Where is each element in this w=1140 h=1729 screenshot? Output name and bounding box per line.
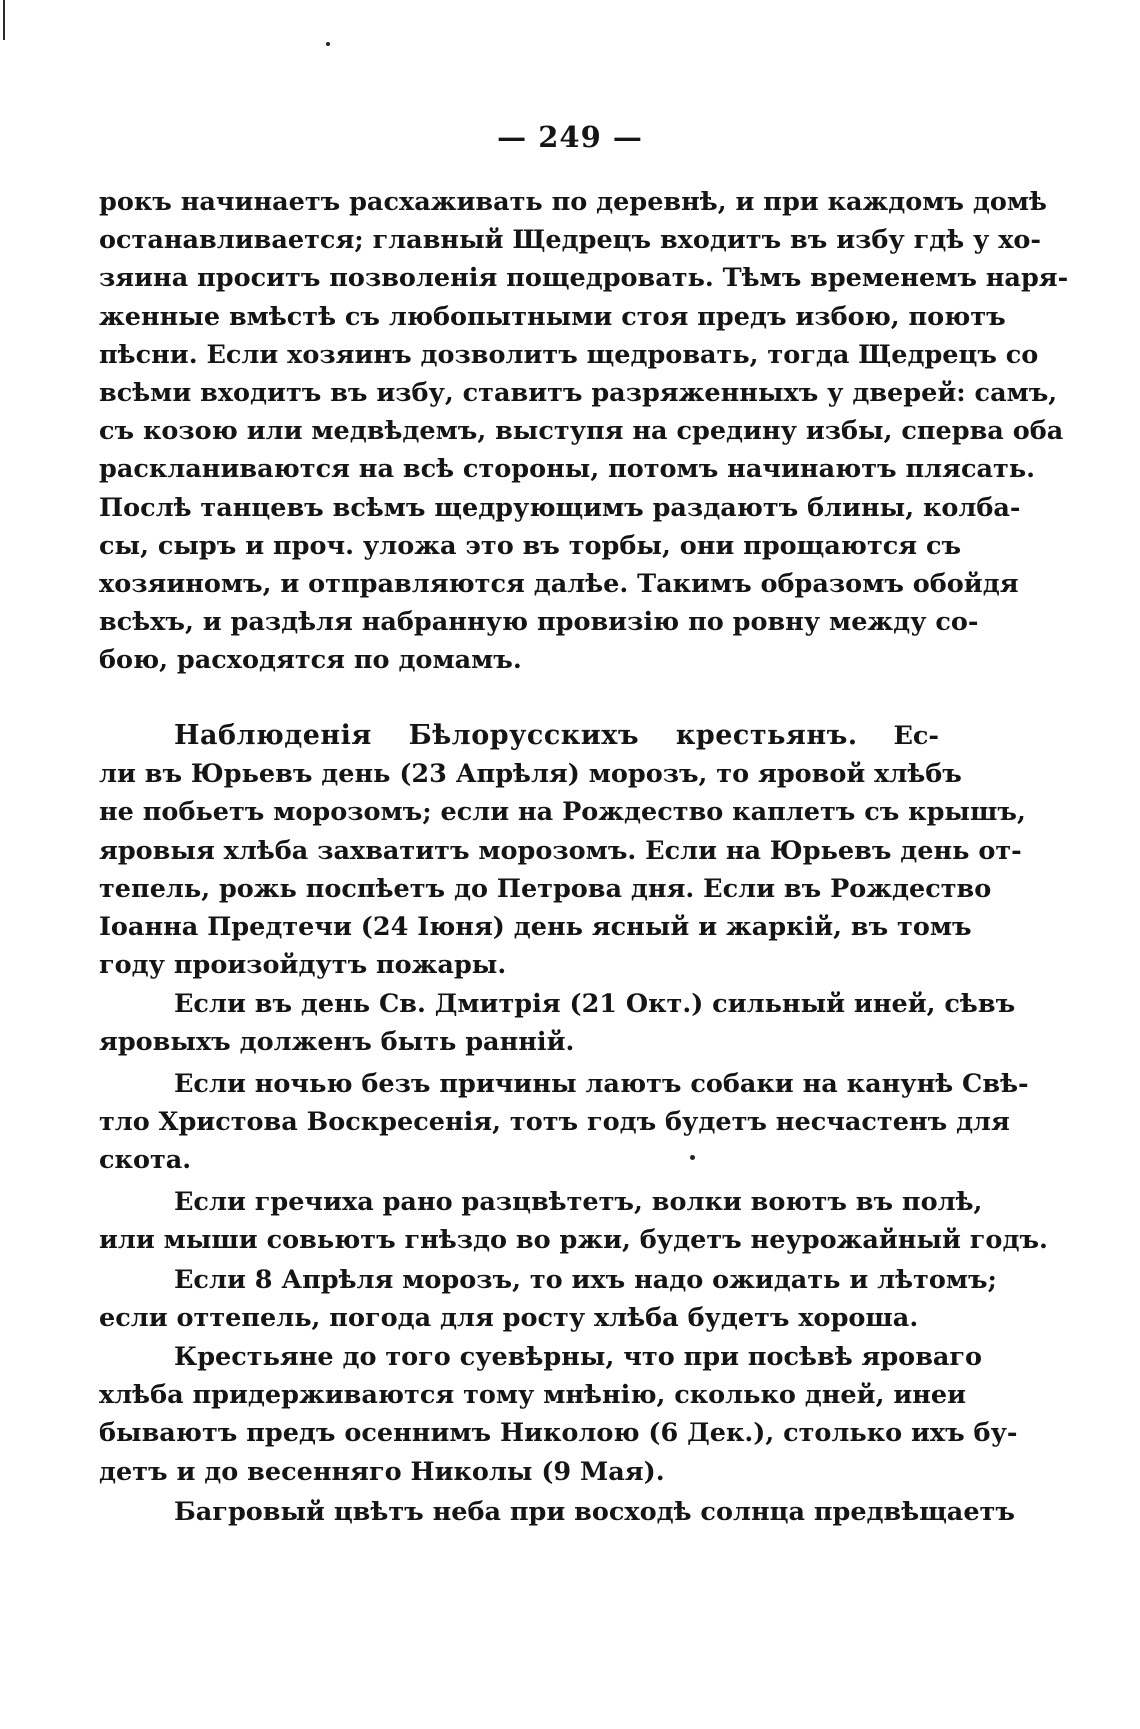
text-line: бываютъ предъ осеннимъ Николою (6 Дек.), столько ихъ бу- <box>99 1418 1018 1449</box>
text-line: съ козою или медвѣдемъ, выступя на средину избы, сперва оба <box>99 416 1064 447</box>
scan-edge-mark <box>3 0 5 40</box>
paragraph <box>99 1065 1029 1180</box>
text-line: бою, расходятся по домамъ. <box>99 645 522 676</box>
text-line: пѣсни. Если хозяинъ дозволитъ щедровать, тогда Щедрецъ со <box>99 339 1039 370</box>
text-line: всѣхъ, и раздѣля набранную провизію по ровну между со- <box>99 607 979 638</box>
text-line: Іоанна Предтечи (24 Іюня) день ясный и жаркій, въ томъ <box>99 912 972 943</box>
paragraph <box>99 1493 1015 1531</box>
text-line: Если въ день Св. Дмитрія (21 Окт.) сильный иней, сѣвъ <box>174 989 1016 1019</box>
text-line: всѣми входитъ въ избу, ставитъ разряженныхъ у дверей: самъ, <box>99 378 1058 409</box>
paragraph <box>99 1183 1048 1259</box>
paragraph <box>99 1261 997 1337</box>
text-line: не побьетъ морозомъ; если на Рождество каплетъ съ крышъ, <box>99 797 1026 828</box>
text-line: детъ и до весенняго Николы (9 Мая). <box>99 1456 665 1487</box>
text-run: Ес- <box>893 721 939 751</box>
text-line: хлѣба придерживаются тому мнѣнію, сколько дней, инеи <box>99 1380 967 1411</box>
paragraph-continuation <box>99 183 1069 680</box>
section-first-line <box>99 717 939 755</box>
text-line: Послѣ танцевъ всѣмъ щедрующимъ раздаютъ блины, колба- <box>99 492 1021 523</box>
text-line: скота. <box>99 1145 192 1176</box>
section-observations <box>99 717 1026 984</box>
text-line: Крестьяне до того суевѣрны, что при посѣвѣ яроваго <box>174 1342 983 1372</box>
section-heading: Наблюденія Бѣлорусскихъ крестьянъ. <box>174 720 858 751</box>
text-line: если оттепель, погода для росту хлѣба будетъ хороша. <box>99 1303 919 1334</box>
text-line: ли въ Юрьевъ день (23 Апрѣля) морозъ, то яровой хлѣбъ <box>99 759 962 790</box>
scan-speck <box>326 42 330 46</box>
text-line: хозяиномъ, и отправляются далѣе. Такимъ образомъ обойдя <box>99 569 1019 600</box>
text-line: Если ночью безъ причины лаютъ собаки на канунѣ Свѣ- <box>174 1069 1029 1099</box>
text-line: Если гречиха рано разцвѣтетъ, волки воютъ въ полѣ, <box>174 1187 983 1217</box>
text-line: рокъ начинаетъ расхаживать по деревнѣ, и при каждомъ домѣ <box>99 187 1047 217</box>
paragraph <box>99 985 1016 1061</box>
text-line: году произойдутъ пожары. <box>99 950 507 981</box>
paragraph <box>99 1338 1018 1491</box>
page-number: — 249 — <box>497 120 643 154</box>
text-line: Багровый цвѣтъ неба при восходѣ солнца предвѣщаетъ <box>174 1497 1015 1527</box>
text-line: тло Христова Воскресенія, тотъ годъ будетъ несчастенъ для <box>99 1107 1010 1138</box>
text-line: женные вмѣстѣ съ любопытными стоя предъ избою, поютъ <box>99 301 1006 332</box>
text-line: тепель, рожь поспѣетъ до Петрова дня. Если въ Рождество <box>99 873 992 904</box>
text-line: раскланиваются на всѣ стороны, потомъ начинаютъ плясать. <box>99 454 1036 485</box>
text-line: яровыя хлѣба захватитъ морозомъ. Если на Юрьевъ день от- <box>99 835 1022 866</box>
text-line: Если 8 Апрѣля морозъ, то ихъ надо ожидать и лѣтомъ; <box>174 1265 997 1295</box>
text-line: останавливается; главный Щедрецъ входитъ въ избу гдѣ у хо- <box>99 225 1042 256</box>
text-line: зяина проситъ позволенія пощедровать. Тѣмъ временемъ наря- <box>99 263 1069 294</box>
text-line: или мыши совьютъ гнѣздо во ржи, будетъ неурожайный годъ. <box>99 1225 1048 1256</box>
text-line: сы, сыръ и проч. уложа это въ торбы, они прощаются съ <box>99 530 962 561</box>
text-line: яровыхъ долженъ быть ранній. <box>99 1027 575 1058</box>
